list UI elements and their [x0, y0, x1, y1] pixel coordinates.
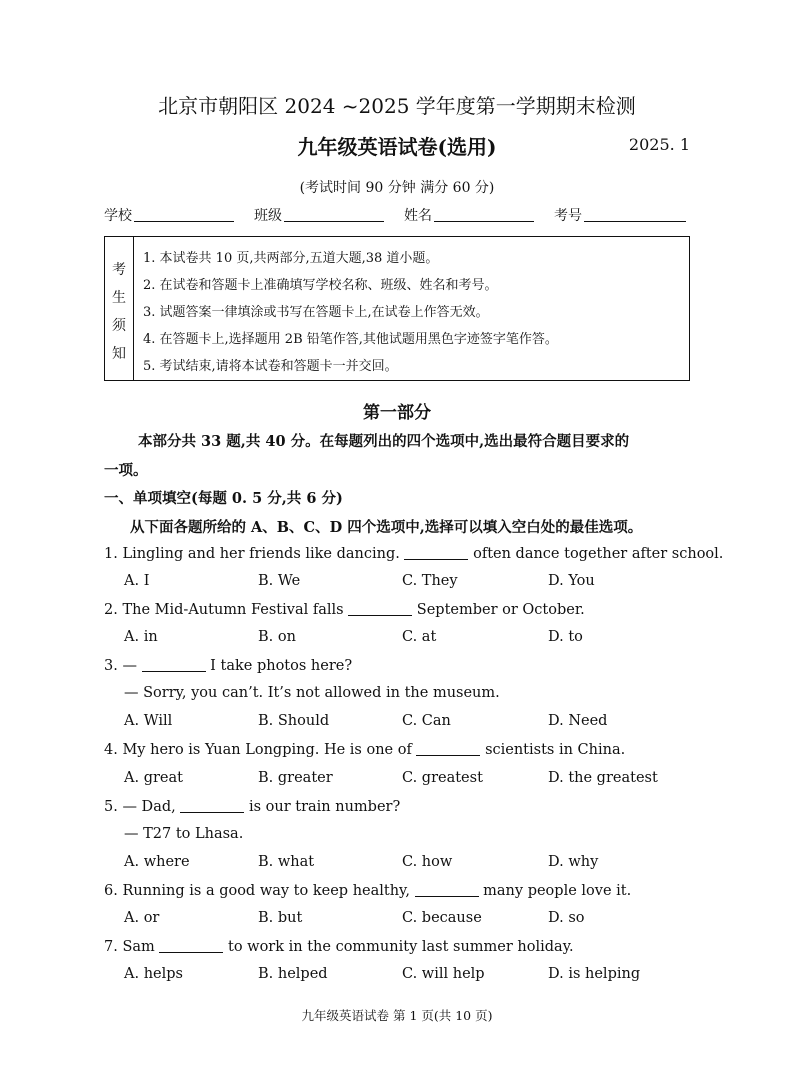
answer-blank: [142, 657, 206, 672]
answer-blank: [180, 798, 244, 813]
question-7: 7. Sam to work in the community last summer holiday.: [104, 939, 574, 955]
option-a: A. Will: [124, 713, 173, 729]
notice-item: 5. 考试结束,请将本试卷和答题卡一并交回。: [143, 359, 398, 374]
option-c: C. Can: [402, 713, 451, 729]
option-b: B. what: [258, 854, 315, 870]
option-a: A. helps: [124, 966, 183, 982]
candidate-notice-box: [104, 236, 690, 381]
question-2: 2. The Mid-Autumn Festival falls September or October.: [104, 602, 585, 618]
exam-number-blank: [584, 207, 686, 222]
question-3-reply: — Sorry, you can’t. It’s not allowed in the museum.: [124, 685, 500, 701]
notice-item: 4. 在答题卡上,选择题用 2B 铅笔作答,其他试题用黑色字迹签字笔作答。: [143, 332, 558, 347]
class-blank: [284, 207, 384, 222]
option-a: A. where: [124, 854, 190, 870]
option-a: A. in: [124, 629, 158, 645]
option-c: C. They: [402, 573, 458, 589]
option-b: B. but: [258, 910, 303, 926]
option-a: A. great: [124, 770, 183, 786]
option-d: D. to: [548, 629, 583, 645]
part-intro-line2: 一项。: [104, 462, 148, 479]
school-blank: [134, 207, 234, 222]
answer-blank: [415, 882, 479, 897]
question-6: 6. Running is a good way to keep healthy, many people love it.: [104, 883, 632, 899]
field-name: 姓名: [404, 205, 534, 225]
notice-item: 1. 本试卷共 10 页,共两部分,五道大题,38 道小题。: [143, 251, 439, 266]
question-3: 3. — I take photos here?: [104, 658, 353, 674]
option-d: D. why: [548, 854, 599, 870]
section-heading: 一、单项填空(每题 0. 5 分,共 6 分): [104, 490, 343, 507]
field-school: 学校: [104, 205, 234, 225]
answer-blank: [348, 601, 412, 616]
answer-blank: [404, 545, 468, 560]
exam-date: 2025. 1: [628, 135, 690, 154]
part-title: 第一部分: [363, 403, 431, 423]
notice-item: 3. 试题答案一律填涂或书写在答题卡上,在试卷上作答无效。: [143, 305, 489, 320]
notice-side-label: 考 生 须 知: [105, 237, 134, 380]
notice-item: 2. 在试卷和答题卡上准确填写学校名称、班级、姓名和考号。: [143, 278, 498, 293]
option-d: D. is helping: [548, 966, 641, 982]
option-b: B. on: [258, 629, 296, 645]
option-d: D. so: [548, 910, 585, 926]
option-d: D. Need: [548, 713, 608, 729]
option-b: B. helped: [258, 966, 328, 982]
field-exam-number: 考号: [554, 205, 686, 225]
question-5: 5. — Dad, is our train number?: [104, 799, 401, 815]
question-5-reply: — T27 to Lhasa.: [124, 826, 244, 842]
question-4: 4. My hero is Yuan Longping. He is one of scientists in China.: [104, 742, 626, 758]
field-class: 班级: [254, 205, 384, 225]
exam-title-line2: 九年级英语试卷(选用): [297, 135, 497, 159]
page-footer: 九年级英语试卷 第 1 页(共 10 页): [301, 1008, 493, 1023]
answer-blank: [416, 741, 480, 756]
exam-duration: (考试时间 90 分钟 满分 60 分): [299, 180, 495, 196]
option-d: D. the greatest: [548, 770, 658, 786]
exam-title-line1: 北京市朝阳区 2024 ~2025 学年度第一学期期末检测: [158, 94, 636, 118]
answer-blank: [159, 938, 223, 953]
option-c: C. at: [402, 629, 437, 645]
option-a: A. I: [124, 573, 150, 589]
option-c: C. will help: [402, 966, 485, 982]
option-b: B. We: [258, 573, 301, 589]
option-c: C. how: [402, 854, 453, 870]
option-c: C. greatest: [402, 770, 483, 786]
part-intro-line1: 本部分共 33 题,共 40 分。在每题列出的四个选项中,选出最符合题目要求的: [138, 433, 630, 450]
option-d: D. You: [548, 573, 595, 589]
question-1: 1. Lingling and her friends like dancing. often dance together after school.: [104, 546, 724, 562]
option-b: B. greater: [258, 770, 333, 786]
section-instruction: 从下面各题所给的 A、B、C、D 四个选项中,选择可以填入空白处的最佳选项。: [130, 519, 643, 536]
name-blank: [434, 207, 534, 222]
option-a: A. or: [124, 910, 160, 926]
option-b: B. Should: [258, 713, 330, 729]
option-c: C. because: [402, 910, 482, 926]
